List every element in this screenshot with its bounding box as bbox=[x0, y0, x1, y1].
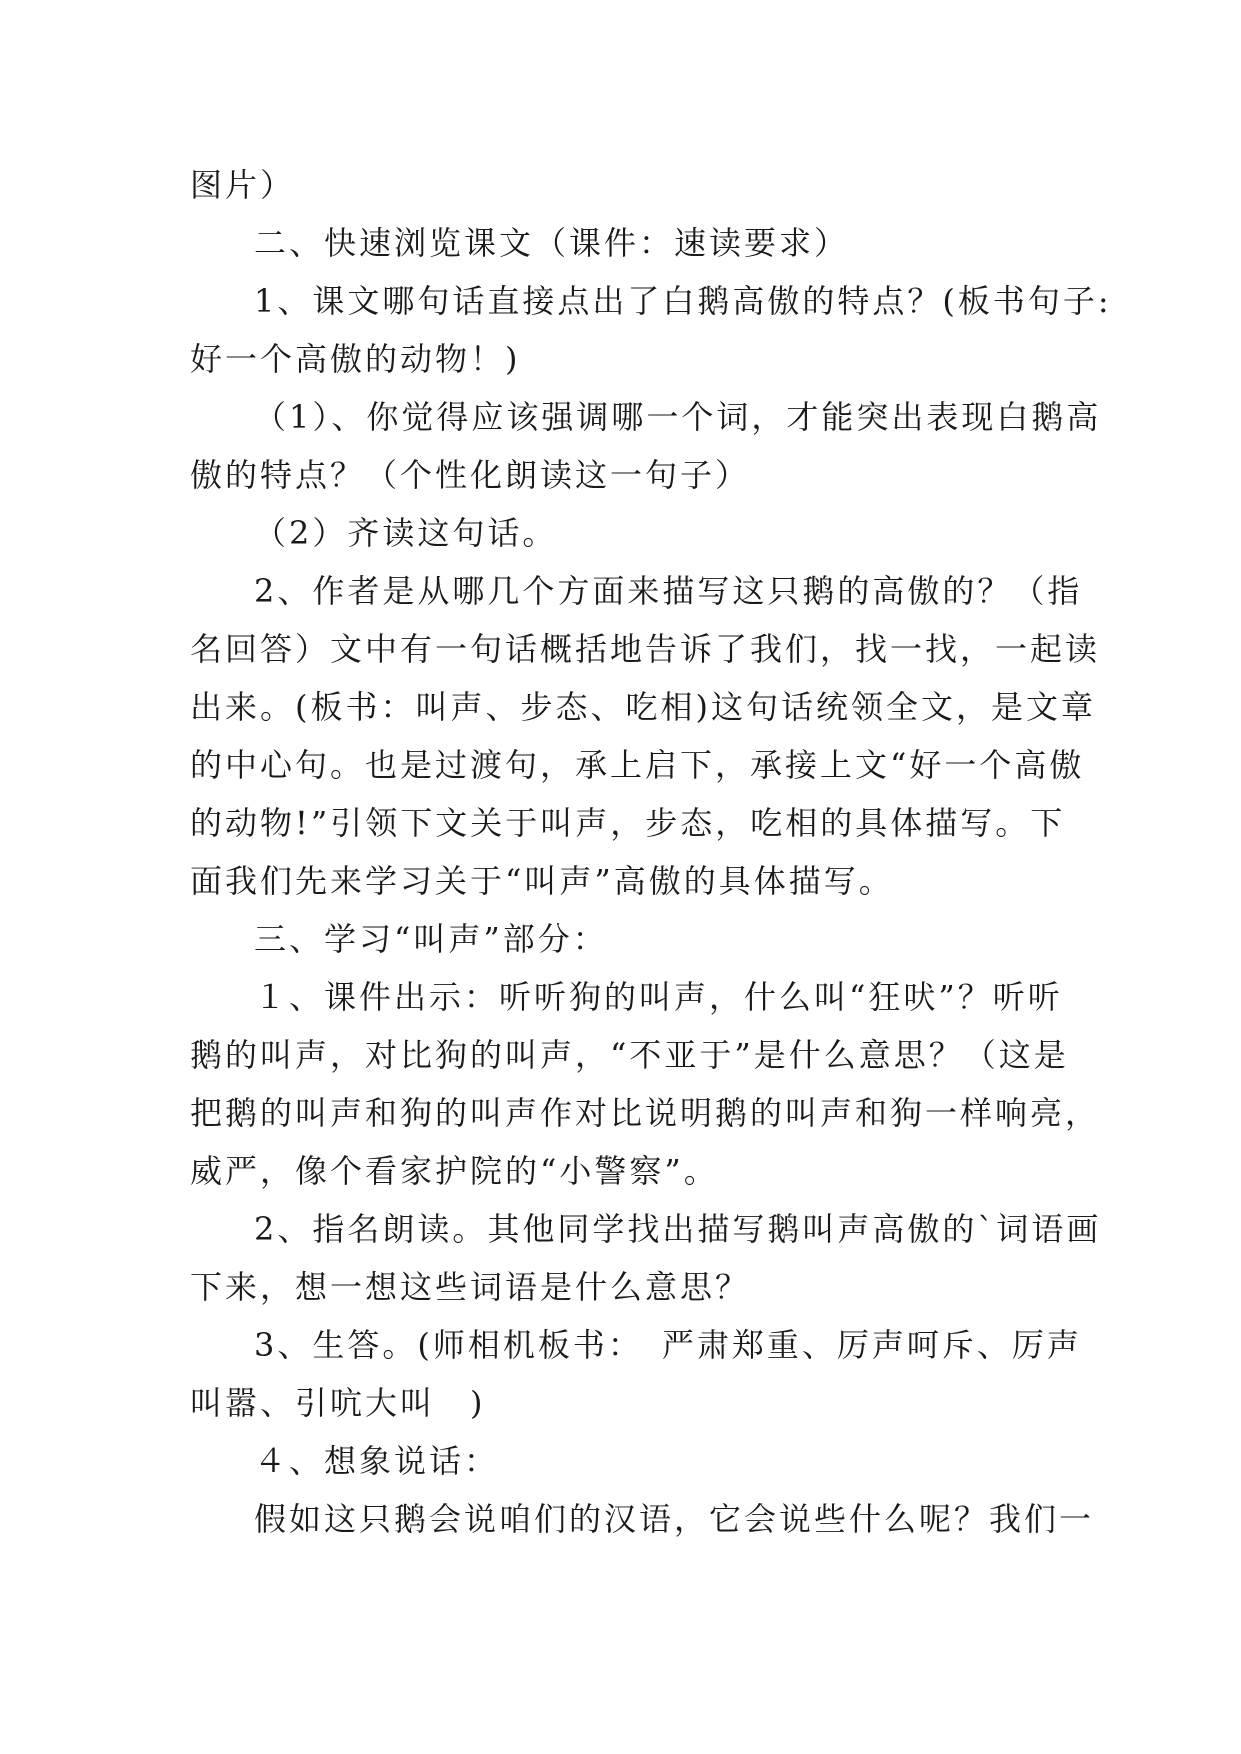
text-line: 出来。(板书：叫声、步态、吃相)这句话统领全文，是文章 bbox=[190, 688, 1096, 726]
text-line: 威严，像个看家护院的“小警察”。 bbox=[190, 1152, 719, 1190]
text-line: 面我们先来学习关于“叫声”高傲的具体描写。 bbox=[190, 862, 894, 900]
text-line: 2、作者是从哪几个方面来描写这只鹅的高傲的？（指 bbox=[254, 572, 1083, 610]
text-line: （1）、你觉得应该强调哪一个词，才能突出表现白鹅高 bbox=[254, 398, 1102, 436]
text-line: 傲的特点？（个性化朗读这一句子） bbox=[190, 456, 751, 494]
text-line: 三、学习“叫声”部分： bbox=[254, 920, 608, 958]
text-line: 好一个高傲的动物！) bbox=[190, 340, 521, 378]
text-line: 下来，想一想这些词语是什么意思？ bbox=[190, 1268, 751, 1306]
text-line: 1、课文哪句话直接点出了白鹅高傲的特点？(板书句子: bbox=[254, 282, 1112, 320]
text-line: 二、快速浏览课文（课件：速读要求） bbox=[254, 224, 850, 262]
text-line: ４、想象说话： bbox=[254, 1442, 500, 1480]
text-line: 假如这只鹅会说咱们的汉语，它会说些什么呢？我们一 bbox=[254, 1500, 1095, 1538]
text-line: 3、生答。(师相机板书： 严肃郑重、厉声呵斥、厉声 bbox=[254, 1326, 1082, 1364]
text-line: 图片） bbox=[190, 166, 296, 204]
text-line: １、课件出示：听听狗的叫声，什么叫“狂吠”？听听 bbox=[254, 978, 1063, 1016]
text-line: 把鹅的叫声和狗的叫声作对比说明鹅的叫声和狗一样响亮， bbox=[190, 1094, 1101, 1132]
text-line: 的动物!”引领下文关于叫声，步态，吃相的具体描写。下 bbox=[190, 804, 1066, 842]
text-line: 名回答）文中有一句话概括地告诉了我们，找一找，一起读 bbox=[190, 630, 1101, 668]
text-line: 叫嚣、引吭大叫 ) bbox=[190, 1384, 486, 1422]
text-line: 的中心句。也是过渡句，承上启下，承接上文“好一个高傲 bbox=[190, 746, 1085, 784]
text-line: 2、指名朗读。其他同学找出描写鹅叫声高傲的`词语画 bbox=[254, 1210, 1102, 1248]
text-line: （2）齐读这句话。 bbox=[254, 514, 558, 552]
text-line: 鹅的叫声，对比狗的叫声，“不亚于”是什么意思？（这是 bbox=[190, 1036, 1069, 1074]
